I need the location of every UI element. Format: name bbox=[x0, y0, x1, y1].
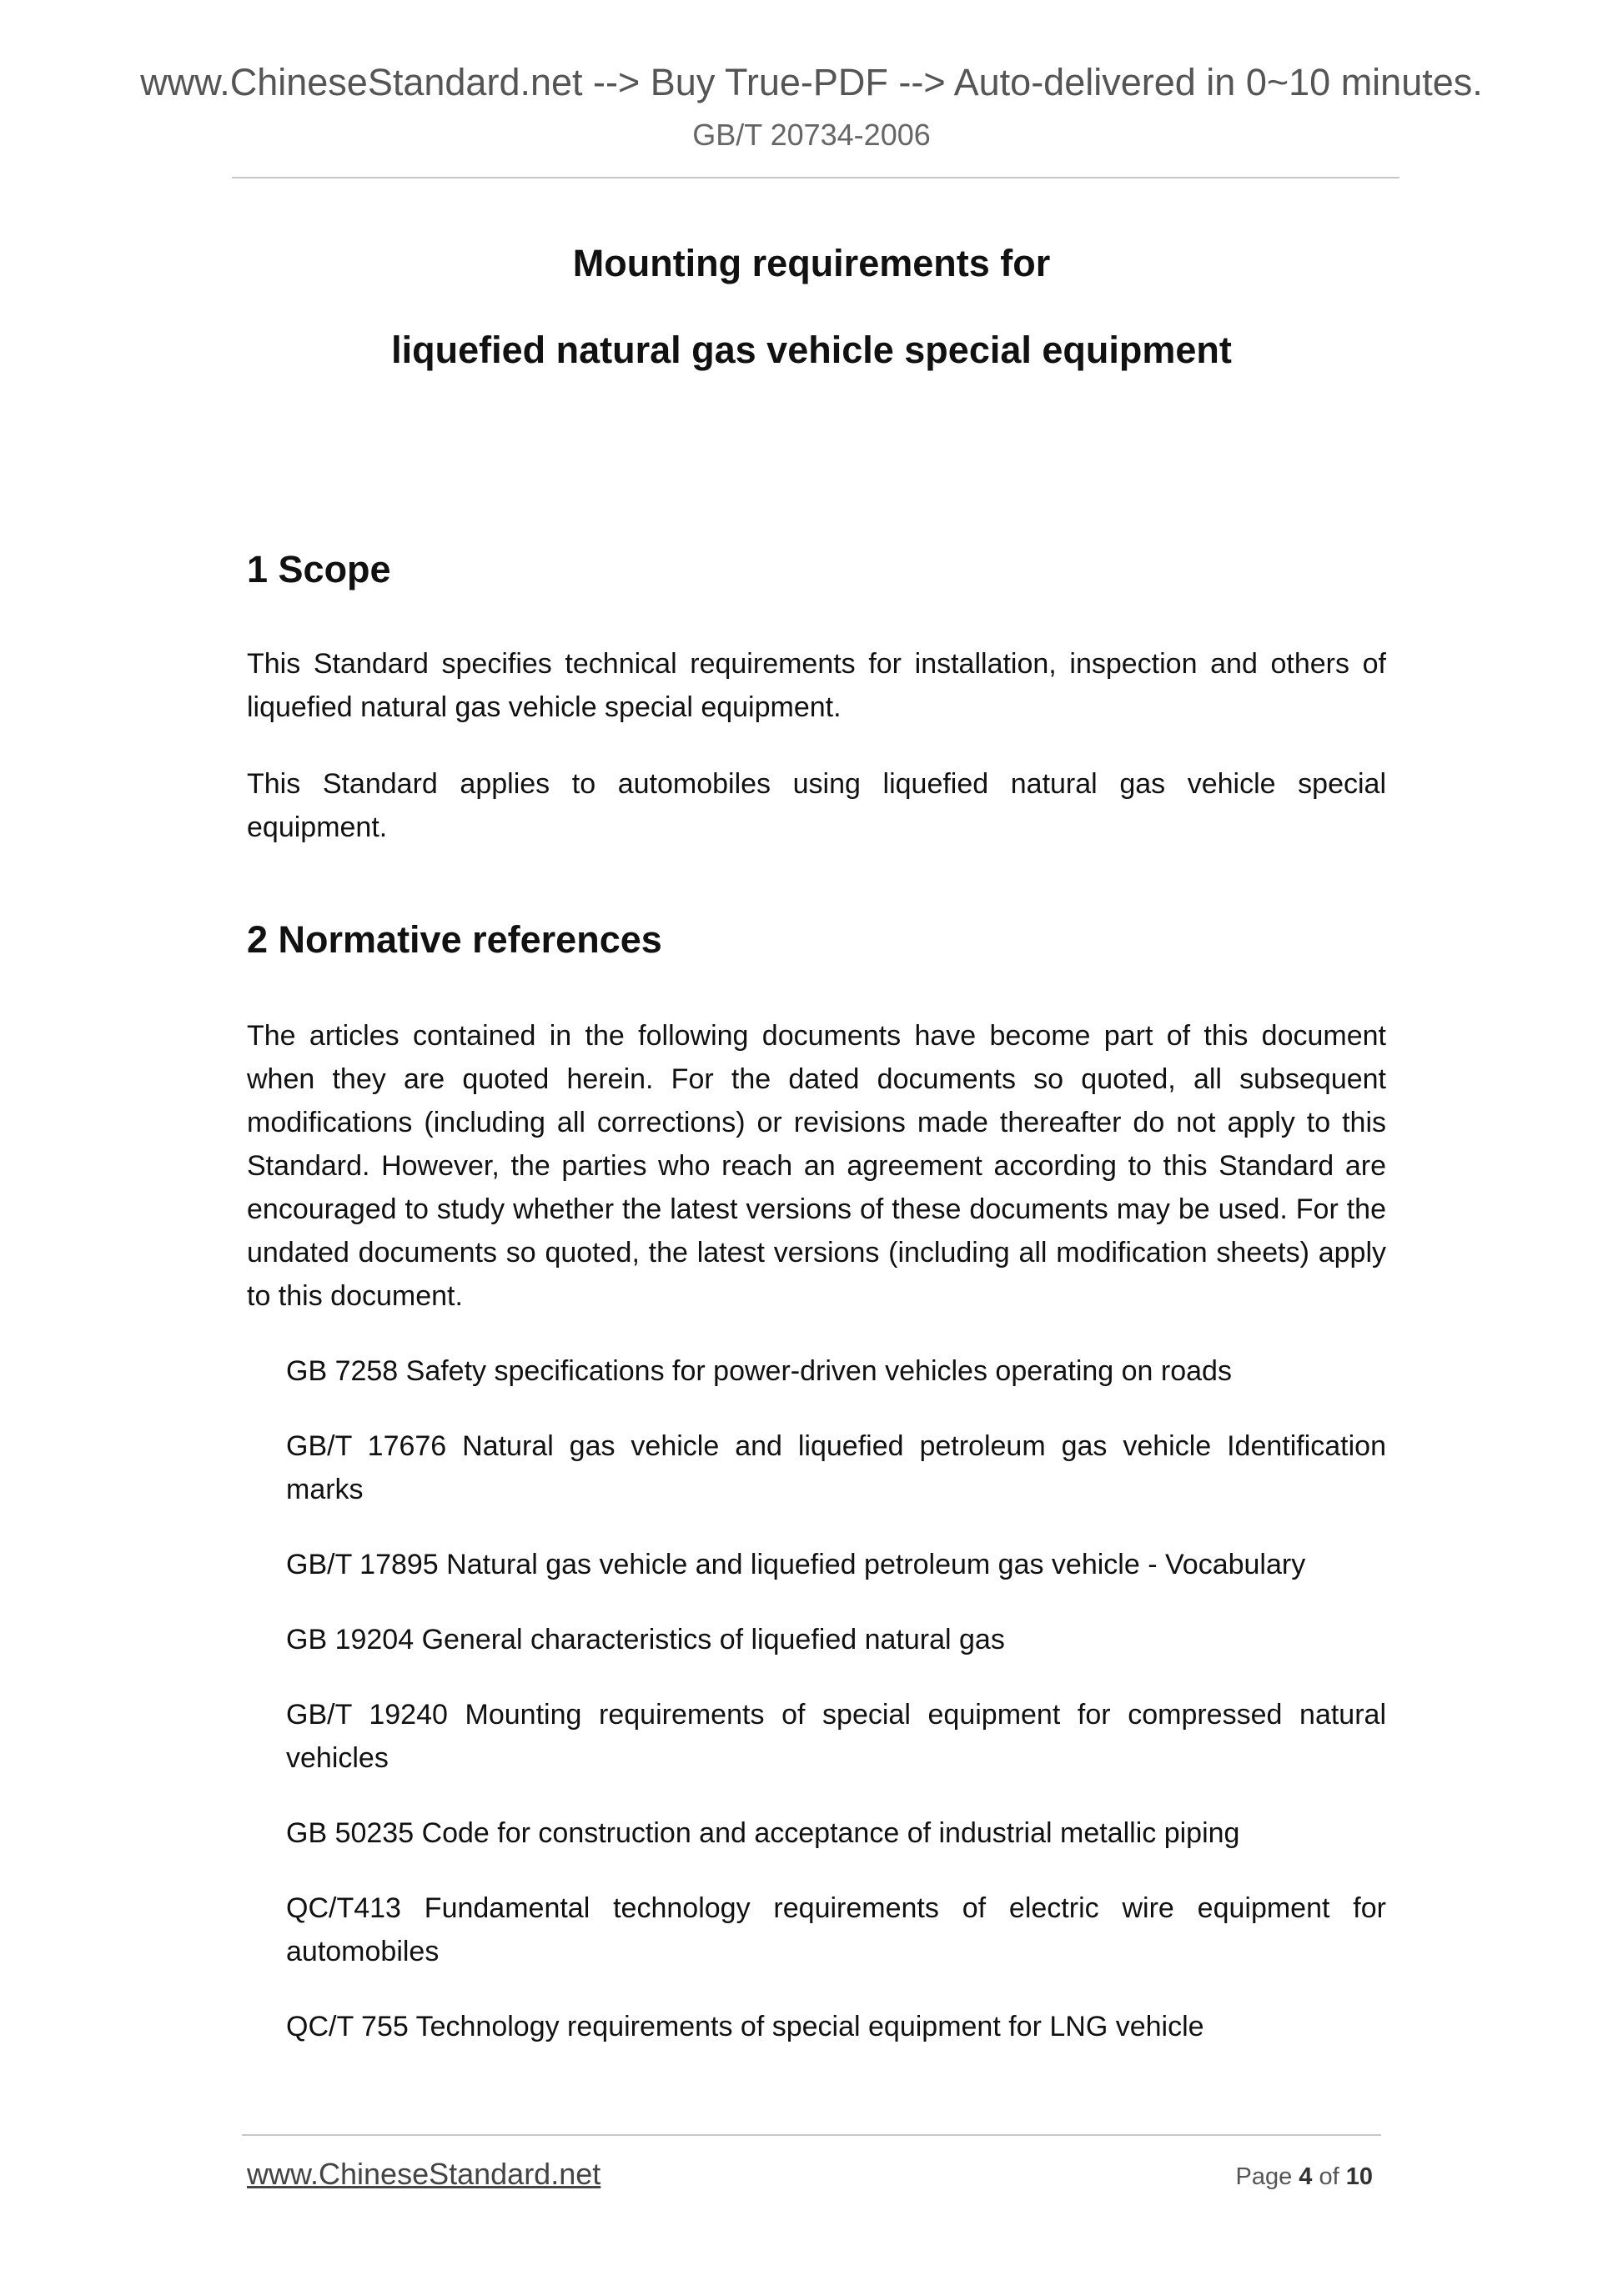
page-header bbox=[0, 60, 1623, 153]
reference-item: GB 7258 Safety specifications for power-driven vehicles operating on roads bbox=[286, 1355, 1232, 1387]
page-prefix: Page bbox=[1235, 2163, 1293, 2190]
footer-site-link[interactable]: www.ChineseStandard.net bbox=[247, 2157, 601, 2191]
reference-item: GB 19204 General characteristics of liquefied natural gas bbox=[286, 1624, 1005, 1655]
footer-divider bbox=[242, 2134, 1381, 2136]
reference-item: GB 50235 Code for construction and acceptance of industrial metallic piping bbox=[286, 1817, 1240, 1849]
page-current: 4 bbox=[1299, 2163, 1313, 2190]
section-heading-scope: 1 Scope bbox=[247, 548, 391, 590]
reference-item: QC/T413 Fundamental technology requirements of electric wire equipment for automobiles bbox=[286, 1892, 1386, 1967]
reference-item: GB/T 17676 Natural gas vehicle and liquefied petroleum gas vehicle Identification marks bbox=[286, 1430, 1386, 1505]
document-title-line-1: Mounting requirements for bbox=[572, 242, 1051, 284]
page-of: of bbox=[1319, 2163, 1339, 2190]
normative-references-paragraph: The articles contained in the following documents have become part of this document when they are quoted herein. For the dated documents so quoted, all subsequent modifications (including all corrections) or revisions made thereafter do not apply to this Standard. However, the parties who reach an agreement according to this Standard are encouraged to study whether the latest versions of these documents may be used. For the undated documents so quoted, the latest versions (including all modification sheets) apply to this document. bbox=[247, 1020, 1386, 1312]
standard-code: GB/T 20734-2006 bbox=[692, 118, 931, 152]
reference-item: QC/T 755 Technology requirements of special equipment for LNG vehicle bbox=[286, 2011, 1204, 2042]
page-number bbox=[1235, 2162, 1373, 2192]
reference-item: GB/T 19240 Mounting requirements of special equipment for compressed natural vehicles bbox=[286, 1699, 1386, 1774]
scope-paragraph-2: This Standard applies to automobiles using liquefied natural gas vehicle special equipment. bbox=[247, 768, 1386, 843]
page-total: 10 bbox=[1345, 2163, 1373, 2190]
header-banner: www.ChineseStandard.net --> Buy True-PDF --> Auto-delivered in 0~10 minutes. bbox=[140, 61, 1483, 103]
section-heading-normative-references: 2 Normative references bbox=[247, 918, 662, 961]
reference-item: GB/T 17895 Natural gas vehicle and liquefied petroleum gas vehicle - Vocabulary bbox=[286, 1549, 1306, 1580]
document-title-line-2: liquefied natural gas vehicle special equipment bbox=[391, 329, 1232, 371]
header-divider bbox=[232, 177, 1399, 178]
scope-paragraph-1: This Standard specifies technical requirements for installation, inspection and others of liquefied natural gas vehicle special equipment. bbox=[247, 648, 1386, 723]
